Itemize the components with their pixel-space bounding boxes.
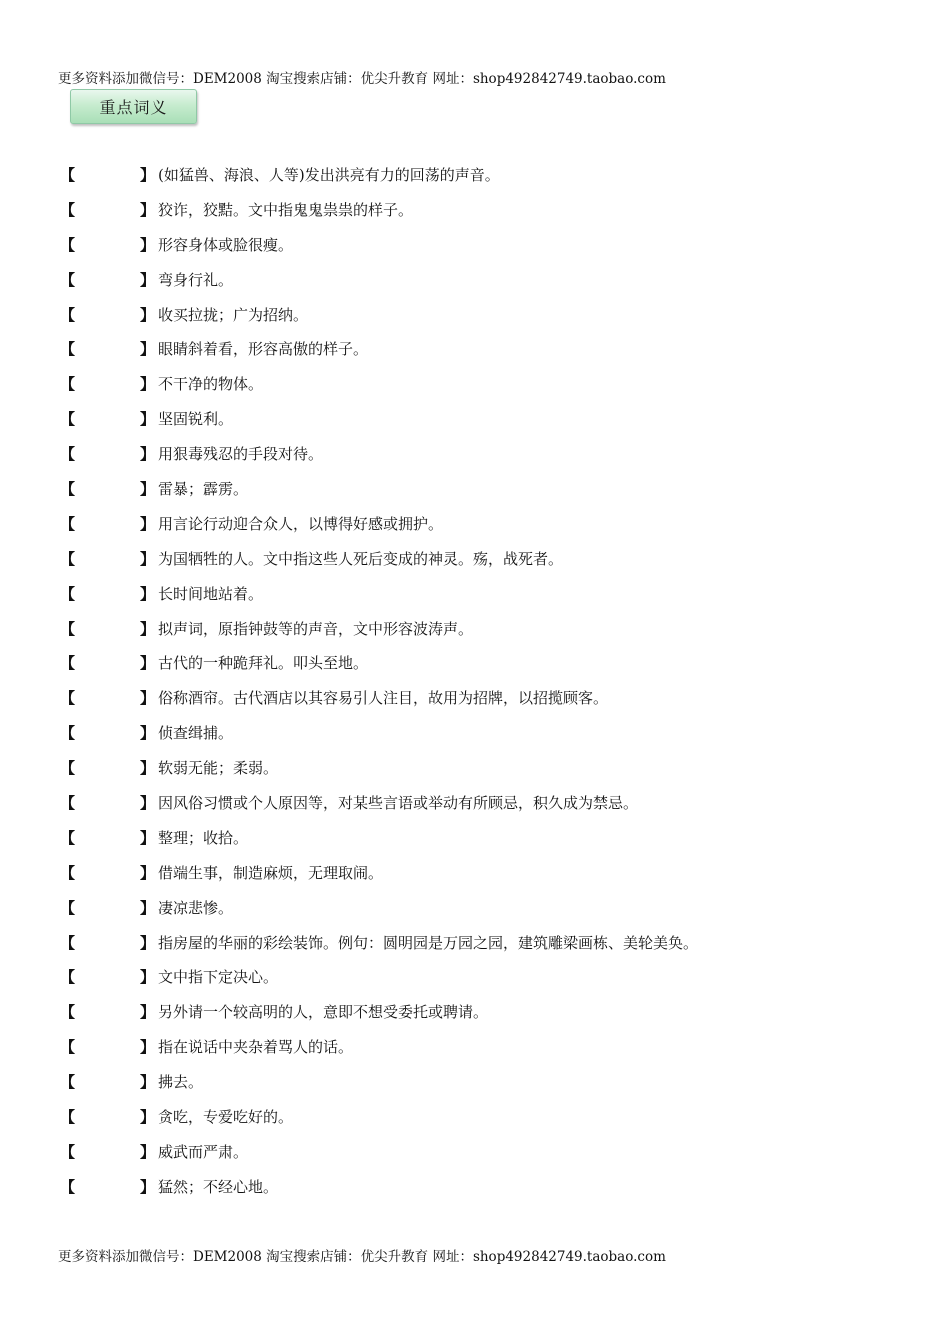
answer-blank[interactable] [76,163,140,187]
vocabulary-entry [0,617,950,652]
vocabulary-entry [0,756,950,791]
open-bracket: 【 [60,724,76,743]
vocabulary-entry [0,547,950,582]
close-bracket: 】 [140,375,156,394]
vocabulary-entry [0,1070,950,1105]
close-bracket: 】 [140,1142,156,1161]
open-bracket: 【 [60,933,76,952]
vocabulary-entry [0,477,950,512]
open-bracket: 【 [60,863,76,882]
close-bracket: 】 [140,863,156,882]
open-bracket: 【 [60,898,76,917]
open-bracket: 【 [60,410,76,429]
answer-blank[interactable] [76,337,140,361]
vocabulary-entry [0,1035,950,1070]
answer-blank[interactable] [76,268,140,292]
answer-blank[interactable] [76,721,140,745]
answer-blank[interactable] [76,651,140,675]
entry-definition: 古代的一种跪拜礼。叩头至地。 [158,654,369,673]
vocabulary-entry [0,861,950,896]
vocabulary-entry [0,1000,950,1035]
open-bracket: 【 [60,375,76,394]
close-bracket: 】 [140,514,156,533]
entry-definition: 文中指下定决心。 [158,968,279,987]
page-header: 更多资料添加微信号：DEM2008 淘宝搜索店铺：优尖升教育 网址：shop492842749.taobao.com [58,71,666,87]
close-bracket: 】 [140,933,156,952]
open-bracket: 【 [60,584,76,603]
answer-blank[interactable] [76,931,140,955]
close-bracket: 】 [140,445,156,464]
close-bracket: 】 [140,1003,156,1022]
vocabulary-entry [0,582,950,617]
vocabulary-entry [0,337,950,372]
close-bracket: 】 [140,340,156,359]
answer-blank[interactable] [76,407,140,431]
answer-blank[interactable] [76,442,140,466]
close-bracket: 】 [140,166,156,184]
answer-blank[interactable] [76,1140,140,1164]
vocabulary-entry [0,686,950,721]
open-bracket: 【 [60,445,76,464]
open-bracket: 【 [60,235,76,254]
answer-blank[interactable] [76,477,140,501]
answer-blank[interactable] [76,512,140,536]
answer-blank[interactable] [76,826,140,850]
answer-blank[interactable] [76,1070,140,1094]
open-bracket: 【 [60,828,76,847]
vocabulary-list [0,163,950,1210]
entry-definition: 另外请一个较高明的人，意即不想受委托或聘请。 [158,1003,489,1022]
entry-definition: 贪吃，专爱吃好的。 [158,1108,294,1127]
close-bracket: 】 [140,794,156,813]
answer-blank[interactable] [76,791,140,815]
open-bracket: 【 [60,305,76,324]
close-bracket: 】 [140,584,156,603]
open-bracket: 【 [60,549,76,568]
vocabulary-entry [0,826,950,861]
vocabulary-entry [0,896,950,931]
open-bracket: 【 [60,689,76,708]
open-bracket: 【 [60,654,76,673]
vocabulary-entry [0,721,950,756]
vocabulary-entry [0,1175,950,1210]
open-bracket: 【 [60,480,76,499]
answer-blank[interactable] [76,617,140,641]
entry-definition: 软弱无能；柔弱。 [158,759,279,778]
entry-definition: 拟声词，原指钟鼓等的声音，文中形容波涛声。 [158,619,474,638]
answer-blank[interactable] [76,582,140,606]
close-bracket: 】 [140,689,156,708]
close-bracket: 】 [140,968,156,987]
section-title: 重点词义 [99,98,168,117]
answer-blank[interactable] [76,547,140,571]
open-bracket: 【 [60,514,76,533]
entry-definition: 借端生事，制造麻烦，无理取闹。 [158,863,384,882]
entry-definition: (如猛兽、海浪、人等)发出洪亮有力的回荡的声音。 [158,166,500,184]
close-bracket: 】 [140,1038,156,1057]
vocabulary-entry [0,268,950,303]
entry-definition: 长时间地站着。 [158,584,264,603]
vocabulary-entry [0,965,950,1000]
vocabulary-entry [0,791,950,826]
answer-blank[interactable] [76,372,140,396]
entry-definition: 雷暴；霹雳。 [158,480,249,499]
entry-definition: 眼睛斜着看，形容高傲的样子。 [158,340,369,359]
answer-blank[interactable] [76,896,140,920]
answer-blank[interactable] [76,1175,140,1199]
vocabulary-entry [0,1105,950,1140]
answer-blank[interactable] [76,965,140,989]
entry-definition: 整理；收拾。 [158,828,249,847]
close-bracket: 】 [140,410,156,429]
answer-blank[interactable] [76,1035,140,1059]
answer-blank[interactable] [76,686,140,710]
close-bracket: 】 [140,898,156,917]
open-bracket: 【 [60,270,76,289]
vocabulary-entry [0,233,950,268]
vocabulary-entry [0,407,950,442]
entry-definition: 用狠毒残忍的手段对待。 [158,445,324,464]
answer-blank[interactable] [76,303,140,327]
close-bracket: 】 [140,235,156,254]
close-bracket: 】 [140,270,156,289]
entry-definition: 形容身体或脸很瘦。 [158,235,294,254]
close-bracket: 】 [140,1177,156,1196]
vocabulary-entry [0,931,950,966]
vocabulary-entry [0,512,950,547]
entry-definition: 收买拉拢；广为招纳。 [158,305,309,324]
close-bracket: 】 [140,619,156,638]
close-bracket: 】 [140,654,156,673]
open-bracket: 【 [60,1142,76,1161]
open-bracket: 【 [60,794,76,813]
entry-definition: 侦查缉捕。 [158,724,234,743]
entry-definition: 狡诈，狡黠。文中指鬼鬼祟祟的样子。 [158,200,414,219]
answer-blank[interactable] [76,198,140,222]
close-bracket: 】 [140,200,156,219]
open-bracket: 【 [60,166,76,184]
answer-blank[interactable] [76,1000,140,1024]
vocabulary-entry [0,651,950,686]
entry-definition: 拂去。 [158,1073,204,1092]
close-bracket: 】 [140,759,156,778]
entry-definition: 为国牺牲的人。文中指这些人死后变成的神灵。殇，战死者。 [158,549,564,568]
open-bracket: 【 [60,1073,76,1092]
entry-definition: 用言论行动迎合众人，以博得好感或拥护。 [158,514,444,533]
open-bracket: 【 [60,968,76,987]
open-bracket: 【 [60,340,76,359]
open-bracket: 【 [60,1038,76,1057]
close-bracket: 】 [140,828,156,847]
open-bracket: 【 [60,1177,76,1196]
answer-blank[interactable] [76,233,140,257]
close-bracket: 】 [140,549,156,568]
entry-definition: 猛然；不经心地。 [158,1177,279,1196]
open-bracket: 【 [60,1003,76,1022]
entry-definition: 指在说话中夹杂着骂人的话。 [158,1038,354,1057]
close-bracket: 】 [140,1073,156,1092]
open-bracket: 【 [60,1108,76,1127]
entry-definition: 弯身行礼。 [158,270,234,289]
entry-definition: 坚固锐利。 [158,410,234,429]
entry-definition: 指房屋的华丽的彩绘装饰。例句：圆明园是万园之园，建筑雕梁画栋、美轮美奂。 [158,933,699,952]
entry-definition: 威武而严肃。 [158,1142,249,1161]
entry-definition: 因风俗习惯或个人原因等，对某些言语或举动有所顾忌，积久成为禁忌。 [158,794,639,813]
vocabulary-entry [0,372,950,407]
open-bracket: 【 [60,619,76,638]
close-bracket: 】 [140,305,156,324]
open-bracket: 【 [60,759,76,778]
answer-blank[interactable] [76,1105,140,1129]
entry-definition: 俗称酒帘。古代酒店以其容易引人注目，故用为招牌，以招揽顾客。 [158,689,609,708]
page-footer: 更多资料添加微信号：DEM2008 淘宝搜索店铺：优尖升教育 网址：shop492842749.taobao.com [58,1249,666,1265]
vocabulary-entry [0,1140,950,1175]
entry-definition: 不干净的物体。 [158,375,264,394]
vocabulary-entry [0,198,950,233]
open-bracket: 【 [60,200,76,219]
entry-definition: 凄凉悲惨。 [158,898,234,917]
close-bracket: 】 [140,724,156,743]
answer-blank[interactable] [76,756,140,780]
close-bracket: 】 [140,1108,156,1127]
vocabulary-entry [0,442,950,477]
vocabulary-entry [0,163,950,198]
answer-blank[interactable] [76,861,140,885]
close-bracket: 】 [140,480,156,499]
section-title-badge [70,89,197,124]
vocabulary-entry [0,303,950,338]
